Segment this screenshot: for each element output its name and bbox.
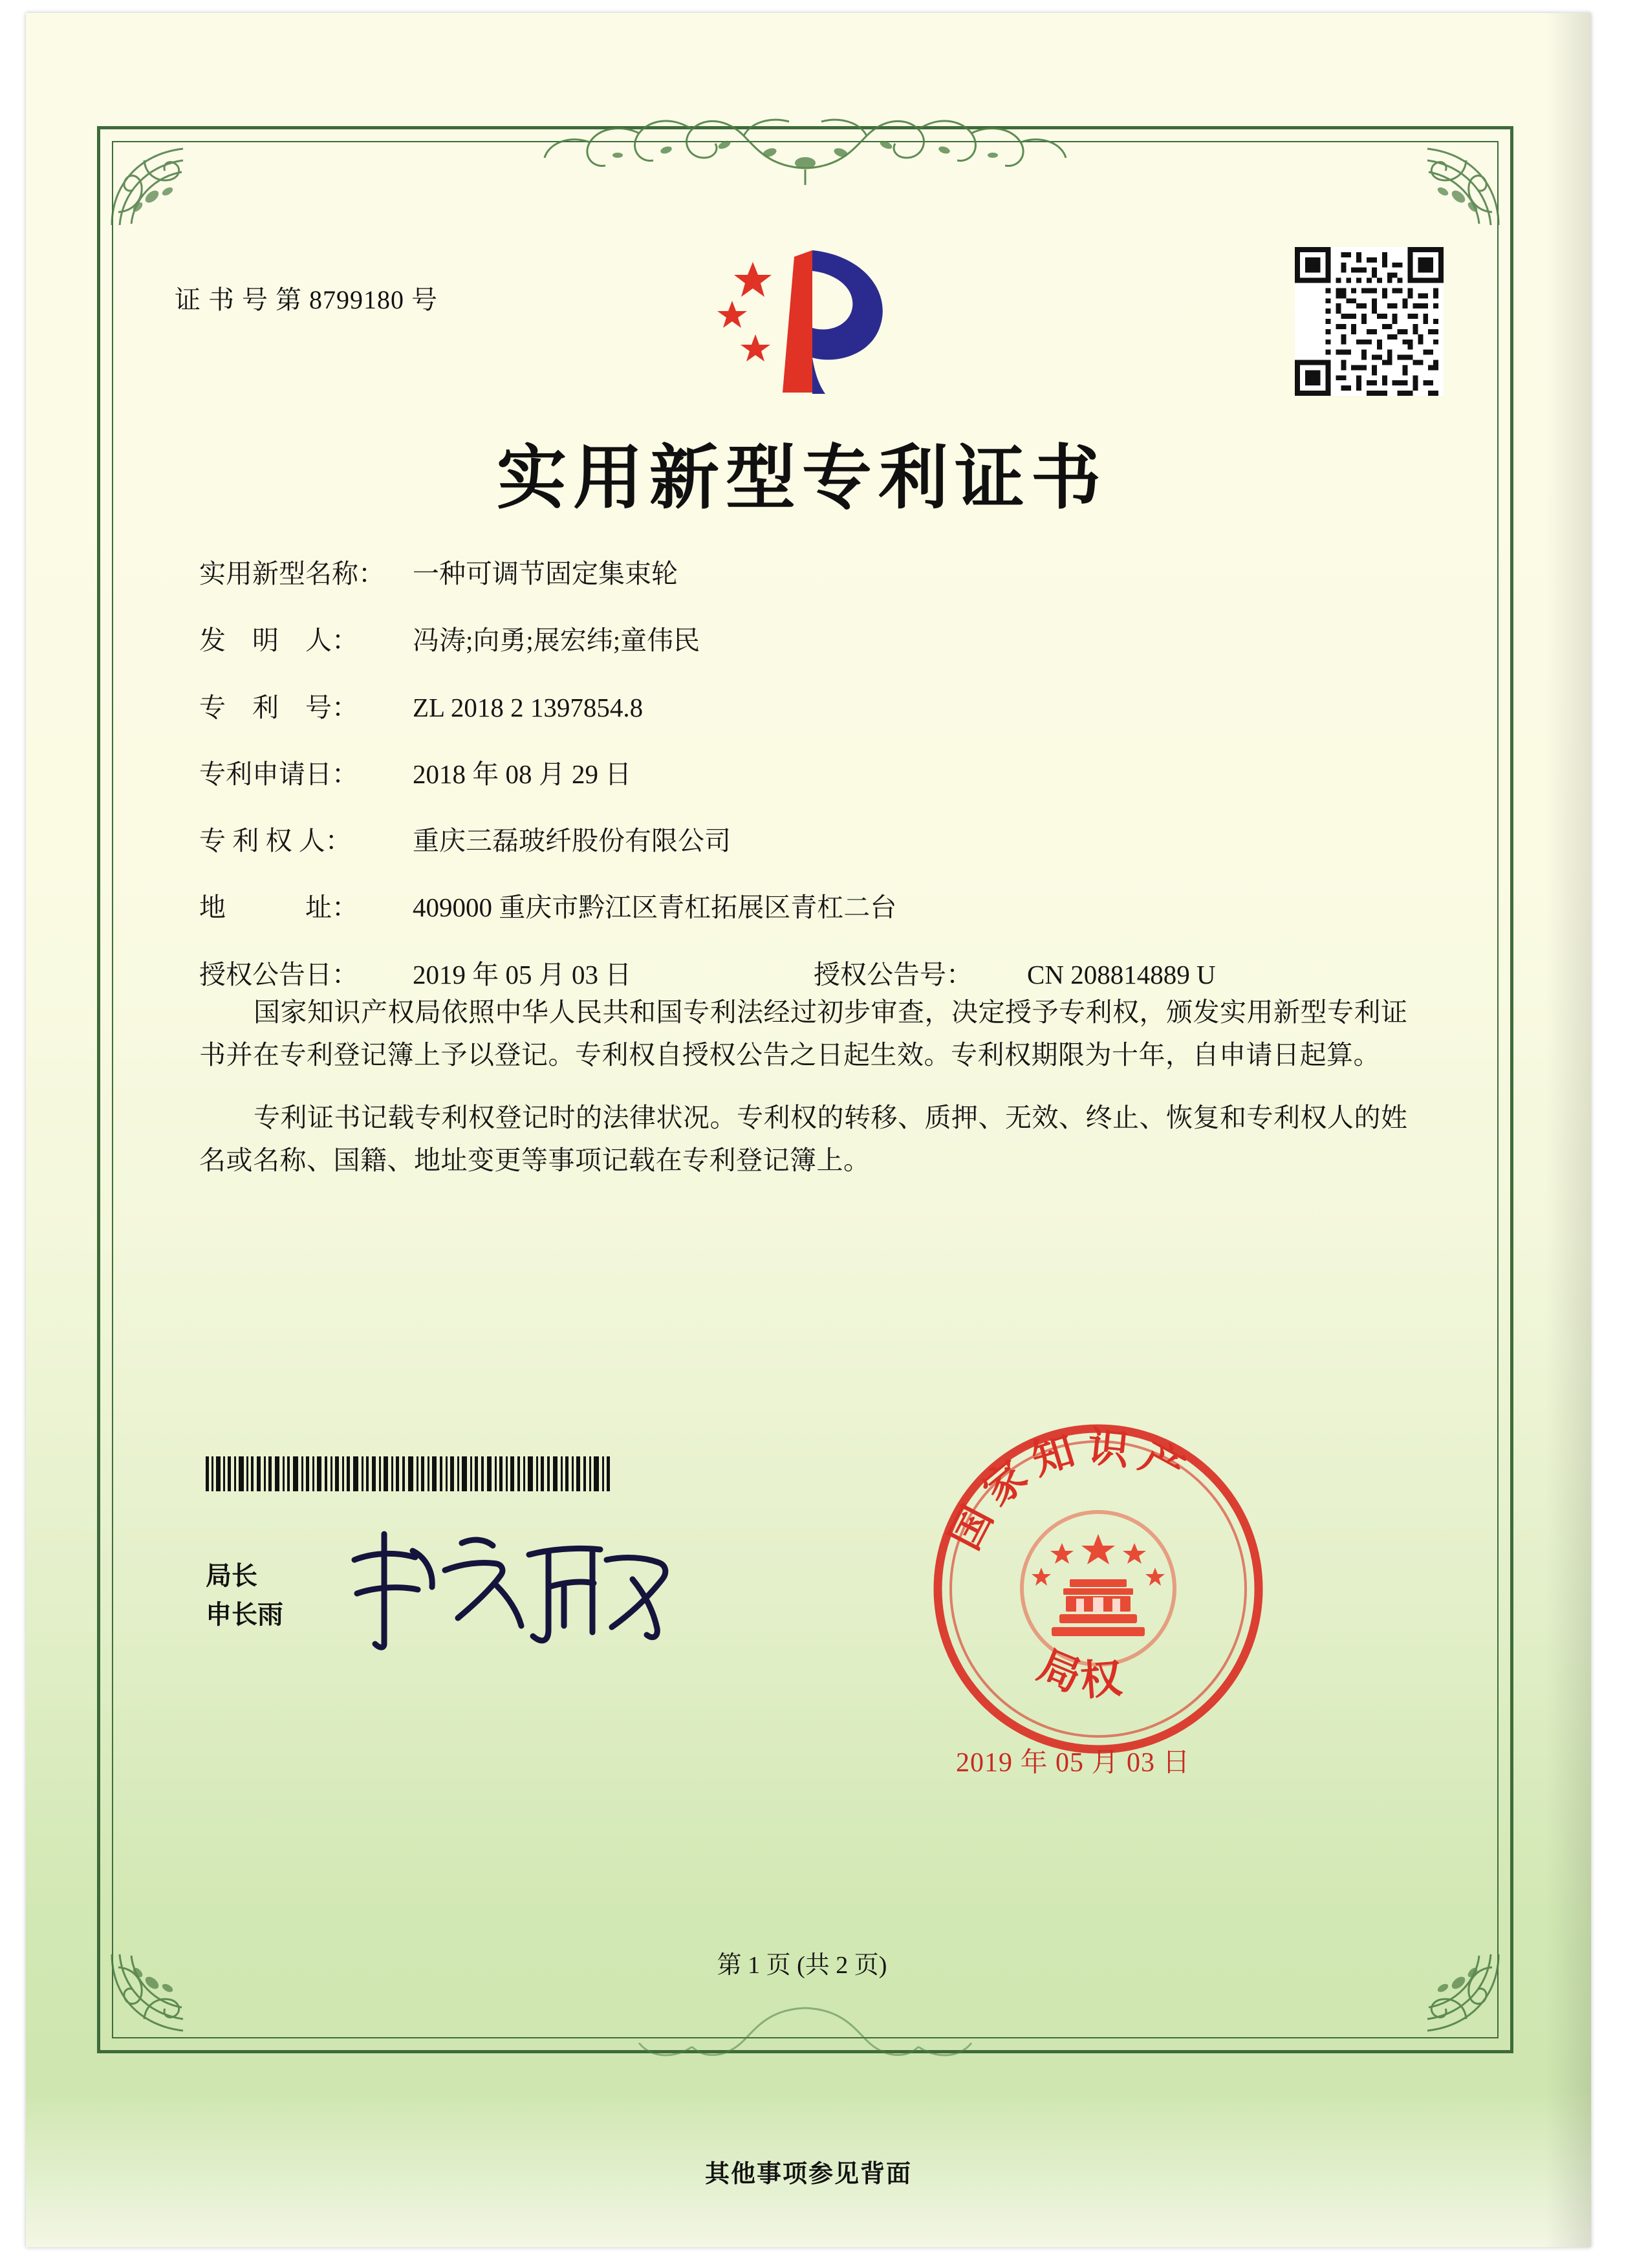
- field-label-application-date: 专利申请日：: [199, 759, 358, 789]
- field-row-patent-number: [199, 691, 1402, 724]
- field-row-inventors: [199, 624, 1402, 657]
- field-label-grant-number: 授权公告号：: [814, 959, 973, 989]
- legal-paragraph-1: 国家知识产权局依照中华人民共和国专利法经过初步审查，决定授予专利权，颁发实用新型专利证书并在专利登记簿上予以登记。专利权自授权公告之日起生效。专利权期限为十年，自申请日起算。: [199, 997, 1408, 1070]
- qr-code-icon: [1295, 247, 1444, 396]
- cnipa-logo-icon: [686, 231, 918, 418]
- director-label: 局长: [206, 1561, 257, 1590]
- svg-text:局权: 局权: [1031, 1641, 1132, 1706]
- field-label-patent-number: 专 利 号：: [199, 692, 358, 722]
- certificate-content: [122, 163, 1482, 2013]
- field-label-inventors: 发 明 人：: [199, 625, 358, 656]
- legal-text: [199, 971, 1415, 1182]
- field-row-patentee: [199, 825, 1402, 858]
- footer-note: 其他事项参见背面: [704, 2161, 912, 2188]
- field-value-patent-number: ZL 2018 2 1397854.8: [413, 692, 644, 722]
- page-number: 第 1 页 (共 2 页): [717, 1952, 887, 1979]
- director-name: 申长雨: [206, 1600, 283, 1629]
- legal-paragraph-2: 专利证书记载专利权登记时的法律状况。专利权的转移、质押、无效、终止、恢复和专利权人的姓名或名称、国籍、地址变更等事项记载在专利登记簿上。: [199, 1102, 1408, 1176]
- field-value-grant-date: 2019 年 05 月 03 日: [413, 959, 632, 989]
- field-list: [199, 557, 1402, 1025]
- seal-date: 2019 年 05 月 03 日: [956, 1748, 1191, 1778]
- field-value-utility-model-name: 一种可调节固定集束轮: [413, 559, 678, 589]
- paper-edge-shadow: [1546, 13, 1591, 2247]
- field-label-grant-date: 授权公告日：: [199, 959, 358, 989]
- handwritten-signature-icon: [335, 1515, 697, 1657]
- field-row-application-date: [199, 758, 1402, 791]
- field-value-inventors: 冯涛;向勇;展宏纬;童伟民: [413, 625, 700, 656]
- barcode: [206, 1456, 613, 1491]
- field-row-name: [199, 557, 1402, 590]
- field-value-application-date: 2018 年 08 月 29 日: [413, 759, 632, 789]
- field-value-address: 409000 重庆市黔江区青杠拓展区青杠二台: [413, 892, 897, 923]
- field-value-grant-number: CN 208814889 U: [1027, 959, 1216, 989]
- official-seal: [927, 1418, 1270, 1760]
- field-label-address: 地 址：: [199, 892, 358, 923]
- paper-sheet: [26, 13, 1591, 2247]
- field-label-patentee: 专 利 权 人：: [199, 826, 352, 856]
- certificate-number: 证 书 号 第 8799180 号: [175, 285, 438, 314]
- page-title: 实用新型专利证书: [496, 437, 1107, 519]
- field-row-address: [199, 891, 1402, 924]
- director-block: [206, 1557, 283, 1634]
- field-value-patentee: 重庆三磊玻纤股份有限公司: [413, 826, 731, 856]
- field-label-utility-model-name: 实用新型名称：: [199, 559, 385, 589]
- svg-text:国家知识产: 国家知识产: [940, 1422, 1200, 1558]
